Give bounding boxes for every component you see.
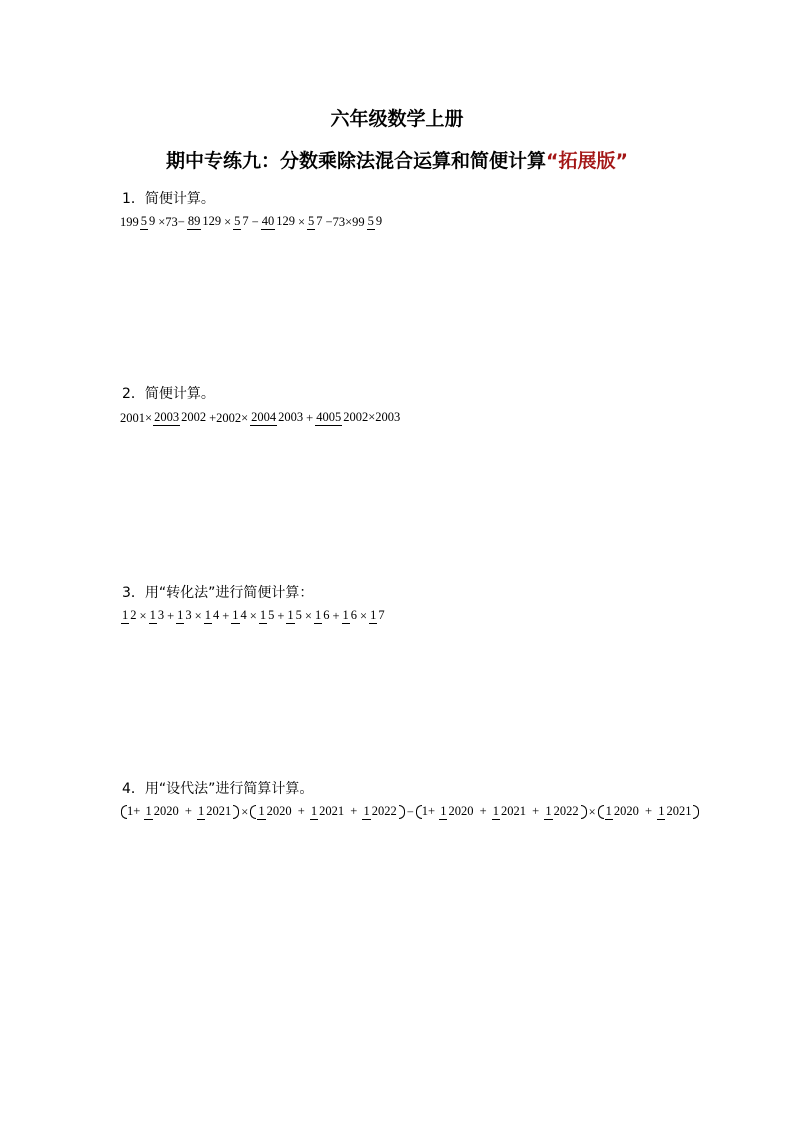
- fraction: [259, 608, 276, 624]
- operator: +: [350, 804, 358, 818]
- numerator: 1: [492, 805, 500, 820]
- parenthesis-group: [250, 804, 404, 820]
- denominator: 5: [268, 608, 275, 622]
- fraction: [144, 804, 179, 820]
- term: 199: [120, 214, 139, 229]
- term: 1+: [421, 804, 436, 818]
- page-subtitle: [0, 146, 794, 173]
- denominator: 6: [350, 608, 357, 622]
- denominator: 2002×2003: [343, 410, 401, 424]
- fraction: [286, 608, 303, 624]
- numerator: 40: [261, 215, 276, 230]
- question-1-expression: [120, 214, 384, 230]
- denominator: 2021: [666, 804, 692, 819]
- page-title: 六年级数学上册: [330, 108, 464, 130]
- numerator: 1: [544, 805, 552, 820]
- denominator: 4: [240, 608, 247, 622]
- numerator: 1: [342, 609, 350, 624]
- fraction: [121, 608, 138, 624]
- numerator: 1: [314, 609, 322, 624]
- numerator: 1: [605, 805, 613, 820]
- numerator: 1: [310, 805, 318, 820]
- denominator: 5: [295, 608, 302, 622]
- denominator: 7: [242, 214, 249, 228]
- denominator: 9: [149, 214, 156, 228]
- operator: +: [222, 608, 230, 623]
- numerator: 1: [362, 805, 370, 820]
- fraction: [342, 608, 359, 624]
- operator: −73×99: [325, 214, 365, 229]
- numerator: 1: [286, 609, 294, 624]
- question-3-expression: [120, 608, 387, 624]
- fraction: [153, 410, 207, 426]
- numerator: 2004: [250, 411, 277, 426]
- question-2-heading: 2．简便计算。: [122, 386, 215, 402]
- fraction: [187, 214, 222, 230]
- numerator: 4005: [315, 411, 342, 426]
- question-1-heading: 1．简便计算。: [122, 191, 215, 207]
- fraction: [231, 608, 248, 624]
- numerator: 1: [204, 609, 212, 624]
- numerator: 1: [657, 805, 665, 820]
- denominator: 2003: [278, 410, 304, 424]
- fraction: [369, 608, 386, 624]
- operator: +: [277, 608, 285, 623]
- question-2-expression: [120, 410, 402, 426]
- numerator: 1: [121, 609, 129, 624]
- numerator: 1: [197, 805, 205, 820]
- fraction: [204, 608, 221, 624]
- fraction: [149, 608, 166, 624]
- fraction: [605, 804, 640, 820]
- numerator: 2003: [153, 411, 180, 426]
- numerator: 5: [367, 215, 375, 230]
- operator: +: [645, 804, 653, 818]
- term: 2001×: [120, 410, 153, 425]
- fraction: [310, 804, 345, 820]
- numerator: 1: [369, 609, 377, 624]
- fraction: [492, 804, 527, 820]
- fraction: [250, 410, 304, 426]
- parenthesis-group: [416, 804, 587, 820]
- fraction: [176, 608, 193, 624]
- operator: +: [184, 804, 192, 818]
- denominator: 2002: [181, 410, 207, 424]
- operator: ×73−: [158, 214, 185, 229]
- denominator: 9: [375, 214, 383, 228]
- question-4-heading: 4．用“设代法”进行简算计算。: [122, 781, 314, 797]
- fraction: [261, 214, 296, 230]
- fraction: [140, 214, 157, 230]
- fraction: [362, 804, 397, 820]
- operator: ×: [139, 608, 147, 623]
- operator: +: [479, 804, 487, 818]
- numerator: 1: [144, 805, 152, 820]
- denominator: 2020: [613, 804, 639, 819]
- numerator: 1: [259, 609, 267, 624]
- denominator: 2020: [448, 804, 474, 819]
- operator: +: [297, 804, 305, 818]
- denominator: 3: [185, 608, 192, 622]
- fraction: [197, 804, 232, 820]
- operator: ×: [297, 214, 306, 229]
- term: 1+: [127, 804, 141, 818]
- parenthesis-group: [121, 804, 239, 820]
- denominator: 2020: [266, 804, 292, 819]
- fraction: [315, 410, 401, 426]
- numerator: 5: [140, 215, 148, 230]
- fraction: [233, 214, 250, 230]
- denominator: 2020: [153, 804, 179, 819]
- denominator: 2022: [553, 804, 579, 819]
- fraction: [257, 804, 292, 820]
- operator: ×: [304, 608, 312, 623]
- operator: +: [167, 608, 175, 623]
- question-4-expression: [120, 804, 700, 820]
- operator: ×: [194, 608, 202, 623]
- numerator: 1: [231, 609, 239, 624]
- numerator: 1: [439, 805, 447, 820]
- denominator: 2021: [206, 804, 232, 819]
- operator: +: [306, 410, 314, 425]
- denominator: 129: [276, 214, 295, 228]
- fraction: [314, 608, 331, 624]
- operator: +: [332, 608, 340, 623]
- denominator: 6: [323, 608, 330, 622]
- denominator: 2: [130, 608, 137, 622]
- operator: +: [532, 804, 540, 818]
- numerator: 1: [176, 609, 184, 624]
- operator: +2002×: [209, 410, 249, 425]
- denominator: 3: [157, 608, 165, 622]
- question-3-heading: 3．用“转化法”进行简便计算：: [122, 585, 314, 601]
- numerator: 1: [149, 609, 157, 624]
- denominator: 7: [378, 608, 385, 622]
- subtitle-main: 期中专练九：分数乘除法混合运算和简便计算: [166, 150, 547, 172]
- operator: ×: [224, 214, 232, 229]
- operator: ×: [241, 804, 249, 819]
- parenthesis-group: [598, 804, 700, 820]
- subtitle-highlight: “拓展版”: [546, 150, 628, 172]
- fraction: [439, 804, 474, 820]
- operator: ×: [249, 608, 257, 623]
- operator: −: [406, 804, 414, 819]
- denominator: 129: [202, 214, 222, 228]
- fraction: [544, 804, 579, 820]
- denominator: 4: [212, 608, 220, 622]
- denominator: 7: [316, 214, 323, 228]
- denominator: 2021: [319, 804, 345, 819]
- fraction: [367, 214, 384, 230]
- operator: ×: [588, 804, 596, 819]
- denominator: 2021: [501, 804, 526, 819]
- numerator: 5: [233, 215, 241, 230]
- fraction: [307, 214, 324, 230]
- fraction: [657, 804, 692, 820]
- denominator: 2022: [371, 804, 397, 819]
- numerator: 89: [187, 215, 202, 230]
- numerator: 5: [307, 215, 315, 230]
- operator: −: [251, 214, 259, 229]
- operator: ×: [360, 608, 368, 623]
- numerator: 1: [257, 805, 265, 820]
